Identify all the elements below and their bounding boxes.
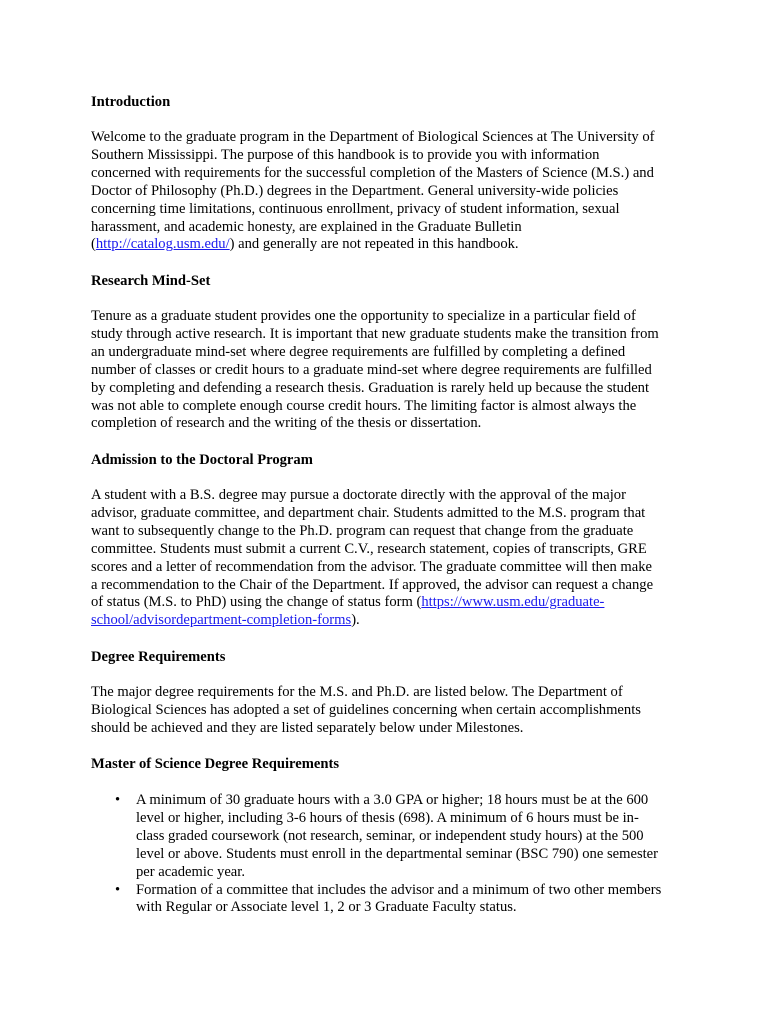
list-item (91, 882, 691, 918)
bullet-icon: • (115, 881, 121, 898)
paragraph-degree (91, 684, 691, 738)
heading-admission: Admission to the Doctoral Program (91, 452, 313, 468)
text-line: Doctor of Philosophy (Ph.D.) degrees in the Department. General university-wide policies (91, 182, 619, 199)
text-line (91, 236, 691, 254)
text-line: Southern Mississippi. The purpose of this handbook is to provide you with information (91, 146, 600, 163)
paragraph-introduction (91, 129, 691, 254)
text-line: by completing and defending a research thesis. Graduation is rarely held up because the student (91, 379, 650, 396)
text-line: advisor, graduate committee, and department chair. Students admitted to the M.S. program that (91, 504, 646, 521)
paragraph-research (91, 308, 691, 433)
text-line: A minimum of 30 graduate hours with a 3.0 GPA or higher; 18 hours must be at the 600 (136, 792, 649, 808)
text-line: concerning time limitations, continuous enrollment, privacy of student information, sexual (91, 200, 620, 217)
forms-link-part2[interactable]: school/advisordepartment-completion-forms (91, 612, 352, 629)
text-line (91, 612, 691, 630)
text-line: study through active research. It is important that new graduate students make the transition from (91, 325, 659, 342)
text-line: an undergraduate mind-set where degree requirements are fulfilled by completing a defined (91, 343, 626, 360)
heading-ms-requirements: Master of Science Degree Requirements (91, 756, 340, 772)
text-line: per academic year. (136, 863, 245, 880)
text-fragment: of status (M.S. to PhD) using the change of status form ( (91, 594, 422, 611)
text-fragment: ) and generally are not repeated in this handbook. (229, 236, 519, 253)
text-line: completion of research and the writing of the thesis or dissertation. (91, 415, 482, 432)
text-line: with Regular or Associate level 1, 2 or 3 Graduate Faculty status. (136, 899, 517, 916)
text-line: class graded coursework (not research, seminar, or independent study hours) at the 500 (136, 827, 644, 844)
bullet-icon: • (115, 792, 121, 808)
text-line: level or above. Students must enroll in the departmental seminar (BSC 790) one semester (136, 845, 659, 862)
text-line: Formation of a committee that includes the advisor and a minimum of two other members (136, 881, 662, 898)
text-line: want to subsequently change to the Ph.D. program can request that change from the graduate (91, 522, 634, 539)
text-line: harassment, and academic honesty, are explained in the Graduate Bulletin (91, 218, 522, 235)
catalog-link[interactable]: http://catalog.usm.edu/ (95, 236, 230, 253)
text-line (91, 594, 691, 612)
text-line: should be achieved and they are listed separately below under Milestones. (91, 719, 524, 736)
paragraph-admission (91, 487, 691, 630)
list-item (91, 792, 691, 882)
heading-degree-requirements: Degree Requirements (91, 649, 226, 665)
text-line: concerned with requirements for the successful completion of the Masters of Science (M.S.) and (91, 164, 654, 181)
text-line: Welcome to the graduate program in the Department of Biological Sciences at The University of (91, 129, 655, 145)
text-line: committee. Students must submit a current C.V., research statement, copies of transcripts, GRE (91, 540, 647, 557)
text-line: Tenure as a graduate student provides one the opportunity to specialize in a particular field of (91, 308, 636, 324)
text-line: a recommendation to the Chair of the Department. If approved, the advisor can request a change (91, 576, 654, 593)
ms-requirements-list (91, 792, 691, 917)
text-fragment: ( (91, 236, 96, 253)
heading-research-mind-set: Research Mind-Set (91, 273, 211, 289)
text-line: scores and a letter of recommendation from the advisor. The graduate committee will then make (91, 558, 652, 575)
text-line: was not able to complete enough course credit hours. The limiting factor is almost always the (91, 397, 637, 414)
text-line: number of classes or credit hours to a graduate mind-set where degree requirements are fulfilled (91, 361, 652, 378)
forms-link-part1[interactable]: https://www.usm.edu/graduate- (421, 594, 605, 611)
text-line: The major degree requirements for the M.S. and Ph.D. are listed below. The Department of (91, 684, 623, 700)
text-line: A student with a B.S. degree may pursue a doctorate directly with the approval of the major (91, 487, 626, 503)
text-fragment: ). (351, 612, 360, 629)
heading-introduction: Introduction (91, 94, 171, 110)
text-line: Biological Sciences has adopted a set of guidelines concerning when certain accomplishments (91, 701, 641, 718)
text-line: level or higher, including 3-6 hours of thesis (698). A minimum of 6 hours must be in- (136, 809, 639, 826)
